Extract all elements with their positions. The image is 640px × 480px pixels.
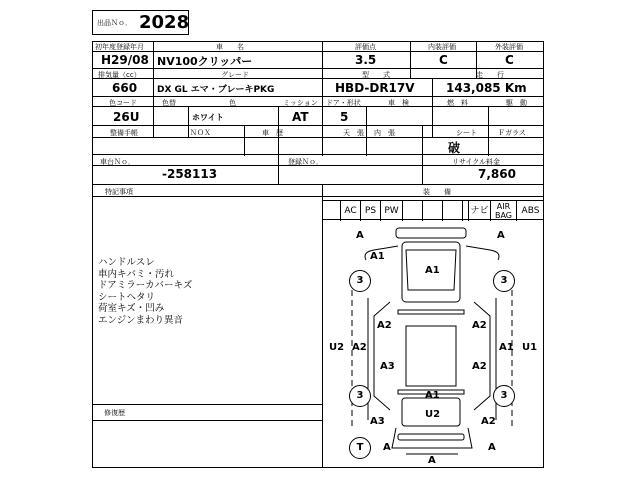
equipment-blank (422, 201, 442, 221)
mileage-value: 143,085 Km (446, 81, 527, 95)
grade-label: グレード (221, 71, 249, 79)
fuel-label: 燃 料 (447, 99, 468, 107)
recycle-label: リサイクル料金 (452, 158, 501, 166)
damage-mark: A (356, 230, 364, 241)
damage-mark: A2 (472, 320, 487, 331)
damage-circle: 3 (349, 270, 371, 292)
drive-label: 駆 動 (506, 99, 527, 107)
inspection-label: 車 検 (388, 99, 409, 107)
history-label: 車 歴 (262, 129, 283, 137)
color-value: ホワイト (192, 113, 224, 122)
sunroof-label: 天 張 (343, 129, 364, 137)
reg-no-label: 登録Ｎｏ． (288, 158, 323, 166)
exterior-label: 外装評価 (495, 43, 523, 51)
note-item: エンジンまわり異音 (98, 314, 184, 326)
equipment-ps: PS (360, 201, 380, 221)
damage-mark: A1 (425, 265, 440, 276)
chassis-no-label: 車台Ｎｏ． (100, 158, 135, 166)
recycle-value: 7,860 (478, 167, 516, 181)
damage-mark: U1 (522, 342, 538, 353)
equipment-blank (402, 201, 422, 221)
equipment-label: 装 備 (423, 188, 451, 196)
damage-mark: U2 (425, 409, 441, 420)
displacement-value: 660 (112, 81, 138, 95)
note-item: ドアミラーカバーキズ (98, 280, 193, 291)
interior-value: C (439, 53, 448, 67)
equipment-abs: ABS (516, 201, 544, 221)
displacement-label: 排気量（cc） (98, 71, 141, 79)
damage-mark: A (428, 455, 436, 466)
color-label: 色 (229, 99, 236, 107)
equipment-airbag: AIR BAG (490, 201, 516, 221)
note-item: ハンドルスレ (98, 257, 155, 268)
interior-label: 内装評価 (428, 43, 456, 51)
damage-circle: T (349, 437, 371, 459)
damage-mark: A (488, 442, 496, 453)
damage-mark: A2 (352, 342, 367, 353)
damage-mark: A3 (380, 361, 395, 372)
transmission-value: AT (292, 110, 309, 124)
exterior-value: C (505, 53, 514, 67)
damage-mark: A1 (425, 390, 440, 401)
damage-circle: 3 (493, 385, 515, 407)
lot-number: 2028 (139, 12, 190, 33)
damage-circle: 3 (349, 385, 371, 407)
transmission-label: ミッション (283, 99, 318, 107)
door-shape-value: 5 (340, 110, 349, 124)
glass-label: Ｆガラス (498, 129, 526, 137)
equipment-ac: AC (340, 201, 360, 221)
score-label: 評価点 (355, 43, 376, 51)
grade-value: DX GL エマ・ブレーキPKG (157, 85, 275, 95)
first-reg-label: 初年度登録年月 (95, 43, 144, 51)
equipment-navi: ナビ (468, 201, 490, 221)
damage-mark: A (383, 442, 391, 453)
damage-circle: 3 (493, 270, 515, 292)
color-code-label: 色コード (109, 99, 137, 107)
mileage-label: 走 行 (476, 71, 504, 79)
equipment-pw: PW (380, 201, 402, 221)
notes-label: 特記事項 (105, 188, 133, 196)
score-value: 3.5 (355, 53, 377, 67)
color-change-label: 色替 (162, 99, 176, 107)
seat-label: シート (456, 129, 477, 137)
interior-trim-label: 内 張 (374, 129, 395, 137)
maintenance-label: 整備手帳 (110, 129, 138, 137)
notes-list (98, 257, 192, 326)
color-code-value: 26U (113, 110, 140, 124)
nox-label: ＮＯＸ (190, 129, 211, 137)
damage-mark: A3 (370, 416, 385, 427)
damage-mark: A (497, 230, 505, 241)
lot-number-box (92, 10, 189, 35)
model-value: HBD-DR17V (335, 81, 415, 95)
equipment-blank (442, 201, 462, 221)
damage-mark: A1 (370, 251, 385, 262)
car-name-value: NV100クリッパー (157, 55, 253, 68)
car-name-label: 車 名 (216, 43, 244, 51)
door-shape-label: ドア・形状 (326, 99, 361, 107)
seat-value: 破 (448, 141, 461, 155)
damage-mark: U2 (329, 342, 345, 353)
chassis-no-value: -258113 (162, 167, 218, 181)
damage-mark: A2 (377, 320, 392, 331)
model-label: 型 式 (362, 71, 390, 79)
note-item: シートヘタリ (98, 291, 156, 303)
damage-mark: A1 (499, 342, 514, 353)
note-item: 荷室キズ・凹み (98, 303, 165, 314)
damage-mark: A2 (472, 361, 487, 372)
lot-number-label: 出品Ｎｏ． (97, 19, 132, 27)
equipment-row (322, 200, 544, 220)
repair-label: 修復歴 (104, 409, 125, 417)
first-reg-value: H29/08 (101, 53, 149, 67)
note-item: 車内キバミ・汚れ (98, 268, 175, 280)
damage-mark: A2 (481, 416, 496, 427)
